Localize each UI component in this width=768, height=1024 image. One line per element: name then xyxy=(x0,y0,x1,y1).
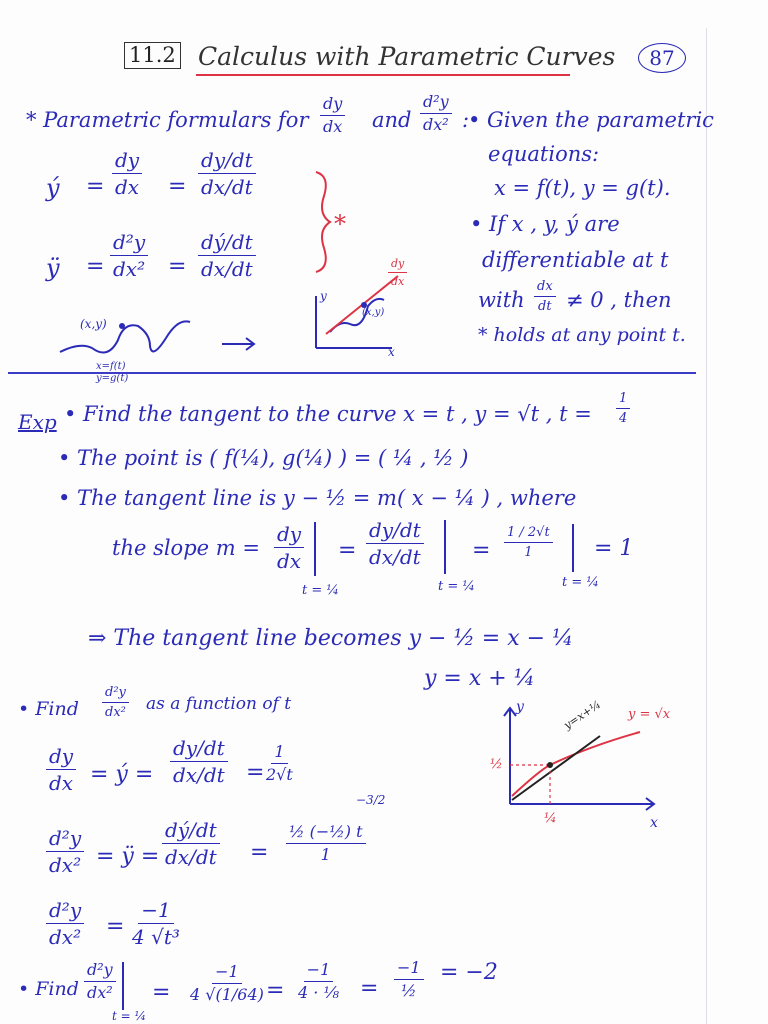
final-v1-num: −1 xyxy=(212,964,242,984)
r1-f-num: dy/dt xyxy=(170,738,228,762)
slope-dy: dy xyxy=(274,524,304,548)
plot-tick-y: ½ xyxy=(490,757,503,772)
r3-res-den: 4 √t³ xyxy=(132,925,180,949)
formula-dydt: dy/dt xyxy=(198,150,256,174)
part2-find-prefix: • Find xyxy=(18,698,79,720)
cond-line-6-suffix: ≠ 0 , then xyxy=(566,288,672,312)
final-eval-at: t = ¼ xyxy=(112,1009,147,1023)
final-lhs-den: dx² xyxy=(87,982,113,1002)
r3-res-num: −1 xyxy=(138,900,173,924)
heading-and: and xyxy=(372,108,412,132)
eq-3: = xyxy=(86,254,105,279)
page-title: Calculus with Parametric Curves xyxy=(198,42,616,71)
sketch-axis-y: y xyxy=(320,289,327,303)
formula-dx: dx xyxy=(115,175,140,199)
heading-dx: dx xyxy=(323,116,343,136)
slope-equals-one: = 1 xyxy=(594,536,634,561)
eq-4: = xyxy=(168,254,187,279)
r1-res-den: 2√t xyxy=(266,764,293,784)
sketch-point-label: (x,y) xyxy=(80,317,107,331)
eq-1: = xyxy=(86,174,105,199)
tangent-becomes-line: ⇒ The tangent line becomes y − ½ = x − ¼ xyxy=(88,626,574,651)
r1-f-den: dx/dt xyxy=(173,763,225,787)
example-label: Exp xyxy=(18,410,57,434)
final-v2 xyxy=(298,962,339,1002)
r2-f-num: dý/dt xyxy=(162,820,220,844)
cond-line-3: x = f(t), y = g(t). xyxy=(494,176,671,200)
sketch-y-eq: y=g(t) xyxy=(96,373,129,384)
heading-dy: dy xyxy=(320,96,345,116)
plot-axis-x-label: x xyxy=(650,815,658,831)
final-v1 xyxy=(190,964,264,1004)
formulas-heading: * Parametric formulars for xyxy=(26,108,309,132)
cond-dt: dt xyxy=(538,298,552,314)
final-result: = −2 xyxy=(440,960,498,985)
star-marker: * xyxy=(334,210,346,238)
plot-axis-y-label: y xyxy=(516,699,524,715)
r2-lhs-num: d²y xyxy=(46,828,84,852)
sketch-axis-x: x xyxy=(388,345,395,359)
example-tangent-line: • The tangent line is y − ½ = m( x − ¼ ) , where xyxy=(58,486,577,510)
sketch-tangent-point: (x,y) xyxy=(362,307,385,318)
r2-res-den: 1 xyxy=(320,844,331,864)
final-v1-den: 4 √(1/64) xyxy=(190,984,264,1004)
cond-line-7: * holds at any point t. xyxy=(478,324,686,346)
slope-eval-1: t = ¼ xyxy=(302,583,339,598)
ydoubleprime-symbol: ÿ xyxy=(46,254,60,282)
final-lhs-num: d²y xyxy=(84,962,116,982)
heading-d2y: d²y xyxy=(420,94,452,114)
eq-2: = xyxy=(168,174,187,199)
heading-dx2: dx² xyxy=(423,114,449,134)
yprime-symbol: ý xyxy=(46,174,60,202)
tangent-final-line: y = x + ¼ xyxy=(424,666,535,691)
formula-d2y: d²y xyxy=(110,232,148,256)
page-number: 87 xyxy=(638,43,686,73)
r1-lhs-num: dy xyxy=(46,746,76,770)
cond-line-1: • Given the parametric xyxy=(468,108,714,132)
slope-value-num: 1 / 2√t xyxy=(504,526,553,543)
plot-tangent-label: y=x+¼ xyxy=(561,697,604,732)
cond-line-6-prefix: with xyxy=(478,288,525,312)
sketch-slope-dy: dy xyxy=(388,258,407,273)
example-point-line: • The point is ( f(¼), g(¼) ) = ( ¼ , ½ ) xyxy=(58,446,469,470)
example-t-num: 1 xyxy=(616,392,630,409)
sketch-x-eq: x=f(t) xyxy=(96,361,126,372)
part2-find-num: d²y xyxy=(102,686,129,703)
final-v3 xyxy=(394,960,424,1000)
r2-f-den: dx/dt xyxy=(165,845,217,869)
r3-lhs-num: d²y xyxy=(46,900,84,924)
example-find-line: • Find the tangent to the curve x = t , y = √t , t = xyxy=(64,402,592,426)
r3-lhs-den: dx² xyxy=(49,925,82,949)
formula-dxdt: dx/dt xyxy=(201,175,253,199)
r3-eq: = xyxy=(106,914,125,939)
r2-mid: = ÿ = xyxy=(96,844,160,869)
sketch-slope-dx: dx xyxy=(391,274,405,288)
final-v3-num: −1 xyxy=(394,960,424,980)
r2-res-num: ½ (−½) t xyxy=(286,824,366,844)
r1-res-num: 1 xyxy=(271,744,287,764)
final-eval-bar xyxy=(122,962,124,1010)
final-eq-1: = xyxy=(152,980,171,1005)
plot-tangent-line xyxy=(512,736,600,800)
slope-eq-2: = xyxy=(472,538,491,563)
final-eq-2: = xyxy=(266,978,285,1003)
formula-dxdt-2: dx/dt xyxy=(201,257,253,281)
final-find-prefix: • Find xyxy=(18,978,79,1000)
plot-tick-x: ¼ xyxy=(544,811,557,826)
plot-tangent-point xyxy=(547,762,553,768)
cond-line-4: • If x , y, ý are xyxy=(470,212,620,236)
slope-eval-2: t = ¼ xyxy=(438,579,475,594)
example-t-den: 4 xyxy=(619,410,628,426)
final-lhs xyxy=(84,962,116,1002)
r1-mid: = ý = xyxy=(90,762,154,787)
part2-find-suffix: as a function of t xyxy=(146,694,292,714)
cond-dx: dx xyxy=(534,280,556,297)
final-v3-den: ½ xyxy=(401,980,417,1000)
final-eq-3: = xyxy=(360,976,379,1001)
plot-curve-label: y = √x xyxy=(628,707,671,722)
r1-eq: = xyxy=(246,760,265,785)
slope-dxdt: dx/dt xyxy=(369,545,421,569)
section-number: 11.2 xyxy=(129,43,176,67)
formula-dy: dy xyxy=(112,150,142,174)
formula-dyprimedt: dý/dt xyxy=(198,232,256,256)
slope-eq-1: = xyxy=(338,538,357,563)
slope-eval-3: t = ¼ xyxy=(562,575,599,590)
cond-line-5: differentiable at t xyxy=(482,248,669,272)
part2-find-den: dx² xyxy=(105,704,126,720)
slope-value-den: 1 xyxy=(524,544,533,560)
slope-prefix: the slope m = xyxy=(112,536,260,560)
r1-lhs-den: dx xyxy=(49,771,74,795)
slope-dydt: dy/dt xyxy=(366,520,424,544)
r2-lhs-den: dx² xyxy=(49,853,82,877)
cond-line-2: equations: xyxy=(488,142,600,166)
r2-exponent: −3/2 xyxy=(356,793,386,807)
formula-dx2: dx² xyxy=(113,257,146,281)
slope-dx: dx xyxy=(277,549,302,573)
r2-eq: = xyxy=(250,840,269,865)
final-v2-num: −1 xyxy=(304,962,334,982)
heading-colon: : xyxy=(462,108,470,132)
final-v2-den: 4 · ⅛ xyxy=(298,982,339,1002)
